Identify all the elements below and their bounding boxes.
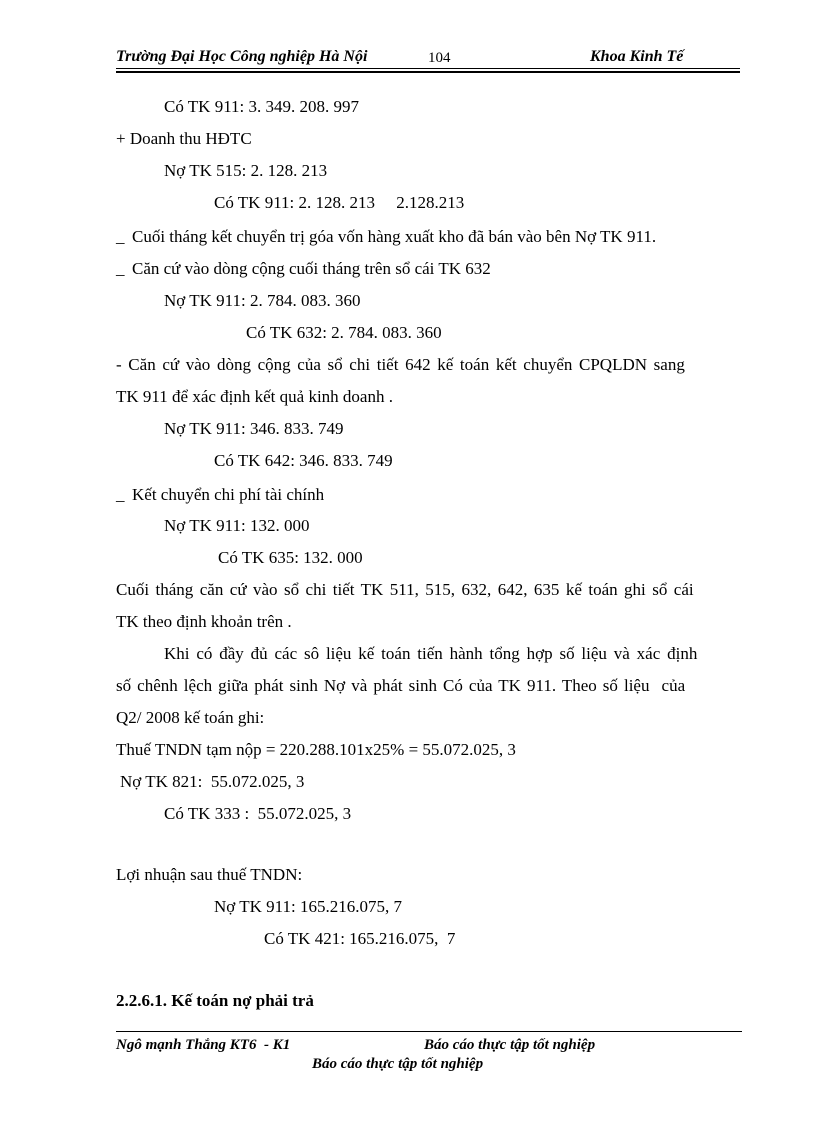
entry-line: Có TK 911: 3. 349. 208. 997	[164, 97, 360, 116]
entry-line: Nợ TK 515: 2. 128. 213	[164, 161, 328, 180]
paragraph-line: Cuối tháng căn cứ vào sổ chi tiết TK 511, 515, 632, 642, 635 kế toán ghi sổ cái	[116, 580, 694, 599]
page-number: 104	[428, 50, 451, 66]
entry-line: Có TK 632: 2. 784. 083. 360	[246, 323, 442, 342]
header-rule-thick	[116, 71, 740, 73]
paragraph-line: Khi có đầy đủ các sô liệu kế toán tiến hành tổng hợp số liệu và xác định	[164, 644, 698, 663]
footer-report: Báo cáo thực tập tốt nghiệp	[424, 1037, 596, 1053]
footer-rule	[116, 1031, 742, 1032]
header-school: Trường Đại Học Công nghiệp Hà Nội	[116, 48, 368, 65]
paragraph-line	[116, 226, 656, 248]
dash-mark: _	[116, 485, 125, 504]
entry-line: Nợ TK 911: 132. 000	[164, 516, 310, 535]
paragraph-text: Căn cứ vào dòng cộng cuối tháng trên sổ cái TK 632	[132, 259, 491, 278]
entry-line: Nợ TK 911: 346. 833. 749	[164, 419, 344, 438]
entry-line: Nợ TK 911: 165.216.075, 7	[214, 897, 402, 916]
section-line: + Doanh thu HĐTC	[116, 129, 252, 148]
header-rule-thin	[116, 68, 740, 69]
paragraph-line: Lợi nhuận sau thuế TNDN:	[116, 865, 303, 884]
footer-report-repeat: Báo cáo thực tập tốt nghiệp	[312, 1056, 484, 1072]
dash-mark: _	[116, 227, 125, 246]
header-faculty: Khoa Kinh Tế	[590, 48, 684, 65]
footer-author: Ngô mạnh Thắng KT6 - K1	[116, 1037, 291, 1053]
entry-line: Nợ TK 911: 2. 784. 083. 360	[164, 291, 361, 310]
entry-line: Có TK 635: 132. 000	[218, 548, 363, 567]
paragraph-text: Cuối tháng kết chuyển trị góa vốn hàng xuất kho đã bán vào bên Nợ TK 911.	[132, 227, 657, 246]
paragraph-line: TK theo định khoản trên .	[116, 612, 292, 631]
paragraph-text: Kết chuyển chi phí tài chính	[132, 485, 325, 504]
paragraph-line: TK 911 để xác định kết quả kinh doanh .	[116, 387, 393, 406]
paragraph-line: số chênh lệch giữa phát sinh Nợ và phát sinh Có của TK 911. Theo số liệu của	[116, 676, 686, 695]
paragraph-line	[116, 258, 491, 280]
entry-line: Có TK 642: 346. 833. 749	[214, 451, 393, 470]
paragraph-line: Thuế TNDN tạm nộp = 220.288.101x25% = 55.072.025, 3	[116, 740, 516, 759]
entry-line: Có TK 421: 165.216.075, 7	[264, 929, 456, 948]
dash-mark: _	[116, 259, 125, 278]
paragraph-line: - Căn cứ vào dòng cộng của sổ chi tiết 642 kế toán kết chuyển CPQLDN sang	[116, 355, 685, 374]
entry-line: Nợ TK 821: 55.072.025, 3	[120, 772, 305, 791]
entry-line: Có TK 911: 2. 128. 213 2.128.213	[214, 193, 465, 212]
paragraph-line	[116, 484, 324, 506]
paragraph-line: Q2/ 2008 kế toán ghi:	[116, 708, 265, 727]
section-heading: 2.2.6.1. Kế toán nợ phải trả	[116, 991, 314, 1010]
entry-line: Có TK 333 : 55.072.025, 3	[164, 804, 352, 823]
